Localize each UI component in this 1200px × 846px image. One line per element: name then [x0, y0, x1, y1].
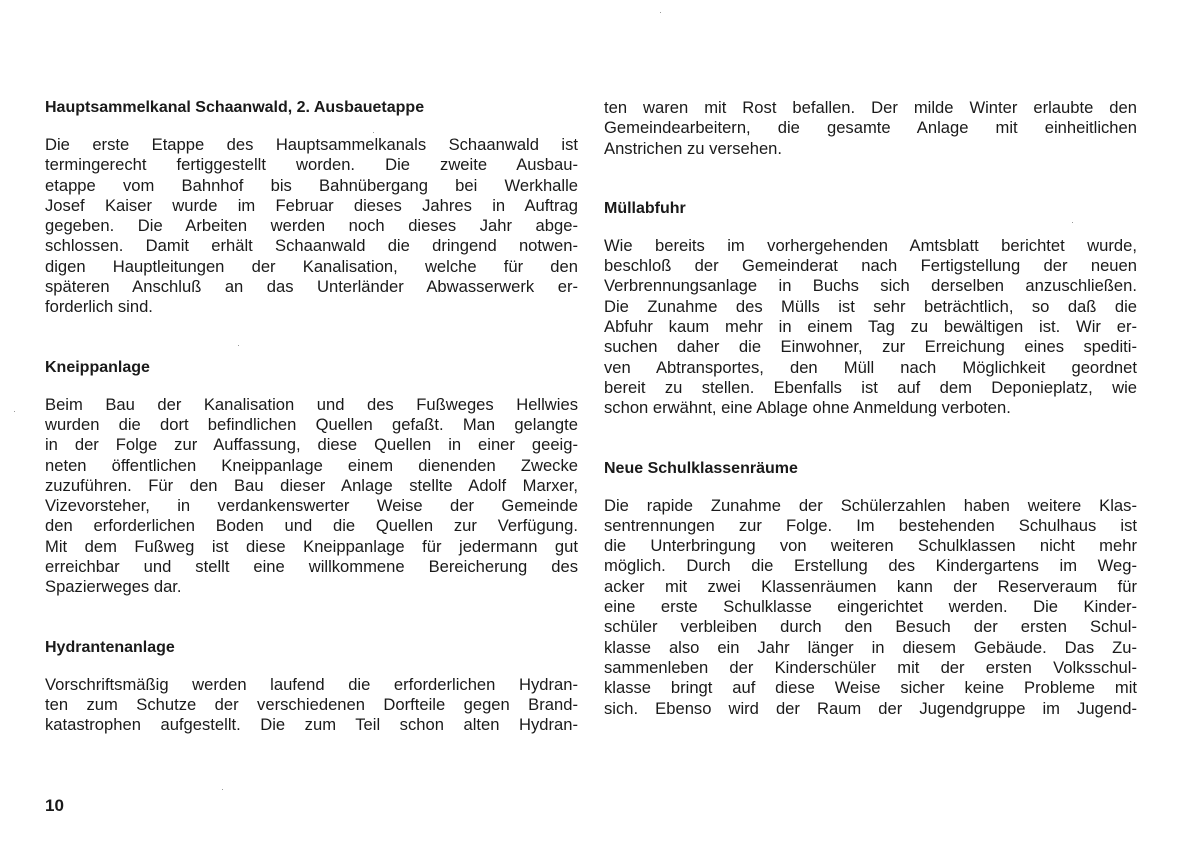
text-line: Vorschriftsmäßig werden laufend die erforderlichen Hydran- [45, 674, 578, 694]
text-line: möglich. Durch die Erstellung des Kindergartens im Weg- [604, 556, 1137, 576]
text-line: Spazierweges dar. [45, 577, 182, 597]
text-line: ten zum Schutze der verschiedenen Dorfteile gegen Brand- [45, 694, 578, 714]
section-heading: Hydrantenanlage [45, 638, 175, 656]
section-heading: Hauptsammelkanal Schaanwald, 2. Ausbauetappe [45, 99, 425, 116]
text-line: sentrennungen zur Folge. Im bestehenden Schulhaus ist [604, 515, 1137, 535]
text-line: Mit dem Fußweg ist diese Kneippanlage für jedermann gut [45, 536, 578, 556]
text-line: sich. Ebenso wird der Raum der Jugendgruppe im Jugend- [604, 698, 1137, 718]
text-line: späteren Anschluß an das Unterländer Abwasserwerk er- [45, 277, 578, 297]
text-line: Die rapide Zunahme der Schülerzahlen haben weitere Klas- [604, 495, 1137, 515]
section-body [604, 236, 1137, 419]
right-column [604, 98, 1137, 719]
text-line: neten öffentlichen Kneippanlage einem dienenden Zwecke [45, 455, 578, 475]
scan-speck [14, 411, 15, 412]
text-line: Die erste Etappe des Hauptsammelkanals Schaanwald ist [45, 135, 578, 154]
text-line: suchen daher die Einwohner, zur Erreichung eines spediti- [604, 337, 1137, 357]
text-line: schlossen. Damit erhält Schaanwald die dringend notwen- [45, 236, 578, 256]
text-line: schon erwähnt, eine Ablage ohne Anmeldung verboten. [604, 398, 1011, 418]
section-hydranten-continued [604, 98, 1137, 159]
text-line: ven Abtransportes, den Müll nach Möglichkeit geordnet [604, 357, 1137, 377]
text-line: etappe vom Bahnhof bis Bahnübergang bei Werkhalle [45, 175, 578, 195]
text-line: gegeben. Die Arbeiten werden noch dieses Jahr abge- [45, 216, 578, 236]
text-line: den erforderlichen Boden und die Quellen zur Verfügung. [45, 516, 578, 536]
text-line: forderlich sind. [45, 297, 153, 317]
text-line: termingerecht fertiggestellt worden. Die zweite Ausbau- [45, 155, 578, 175]
section-hydrantenanlage [45, 638, 578, 736]
text-line: Gemeindearbeitern, die gesamte Anlage mit einheitlichen [604, 118, 1137, 138]
section-heading: Neue Schulklassenräume [604, 459, 798, 477]
scan-speck [1072, 222, 1073, 223]
section-body [45, 135, 578, 318]
text-line: schüler verbleiben durch den Besuch der ersten Schul- [604, 617, 1137, 637]
text-line: zuzuführen. Für den Bau dieser Anlage stellte Adolf Marxer, [45, 475, 578, 495]
section-kneippanlage [45, 358, 578, 598]
section-heading: Kneippanlage [45, 358, 150, 376]
text-line: klasse also ein Jahr länger in diesem Gebäude. Das Zu- [604, 637, 1137, 657]
text-line: Beim Bau der Kanalisation und des Fußweges Hellwies [45, 394, 578, 414]
section-hauptsammelkanal [45, 98, 578, 318]
section-body [604, 98, 1137, 159]
section-neue-schulklassenraeume [604, 459, 1137, 719]
scan-speck [660, 12, 661, 13]
text-line: Josef Kaiser wurde im Februar dieses Jahres in Auftrag [45, 195, 578, 215]
text-line: Anstrichen zu versehen. [604, 138, 783, 158]
text-line: beschloß der Gemeinderat nach Fertigstellung der neuen [604, 256, 1137, 276]
text-line: Wie bereits im vorhergehenden Amtsblatt berichtet wurde, [604, 235, 1137, 255]
text-line: in der Folge zur Auffassung, diese Quellen in einer geeig- [45, 435, 578, 455]
text-line: die Unterbringung von weiteren Schulklassen nicht mehr [604, 536, 1137, 556]
text-line: acker mit zwei Klassenräumen kann der Reserveraum für [604, 576, 1137, 596]
text-line: klasse bringt auf diese Weise sicher keine Probleme mit [604, 678, 1137, 698]
text-line: Verbrennungsanlage in Buchs sich derselben anzuschließen. [604, 276, 1137, 296]
text-line: Vizevorsteher, in verdankenswerter Weise der Gemeinde [45, 496, 578, 516]
text-line: bereit zu stellen. Ebenfalls ist auf dem Deponieplatz, wie [604, 377, 1137, 397]
text-line: sammenleben der Kinderschüler mit der ersten Volksschul- [604, 657, 1137, 677]
text-line: erreichbar und stellt eine willkommene Bereicherung des [45, 557, 578, 577]
text-line: eine erste Schulklasse eingerichtet werden. Die Kinder- [604, 597, 1137, 617]
text-line: Abfuhr kaum mehr in einem Tag zu bewältigen ist. Wir er- [604, 317, 1137, 337]
text-line: katastrophen aufgestellt. Die zum Teil schon alten Hydran- [45, 715, 578, 735]
scan-speck [222, 789, 223, 790]
scan-speck [238, 345, 239, 346]
left-column [45, 98, 578, 736]
section-muellabfuhr [604, 199, 1137, 419]
text-line: digen Hauptleitungen der Kanalisation, welche für den [45, 256, 578, 276]
section-heading: Müllabfuhr [604, 199, 686, 217]
section-body [45, 675, 578, 736]
text-line: Die Zunahme des Mülls ist sehr beträchtlich, so daß die [604, 296, 1137, 316]
page-number: 10 [45, 796, 64, 815]
scan-speck [373, 132, 374, 133]
section-body [604, 496, 1137, 719]
section-body [45, 395, 578, 598]
text-line: ten waren mit Rost befallen. Der milde Winter erlaubte den [604, 98, 1137, 117]
text-line: wurden die dort befindlichen Quellen gefaßt. Man gelangte [45, 414, 578, 434]
